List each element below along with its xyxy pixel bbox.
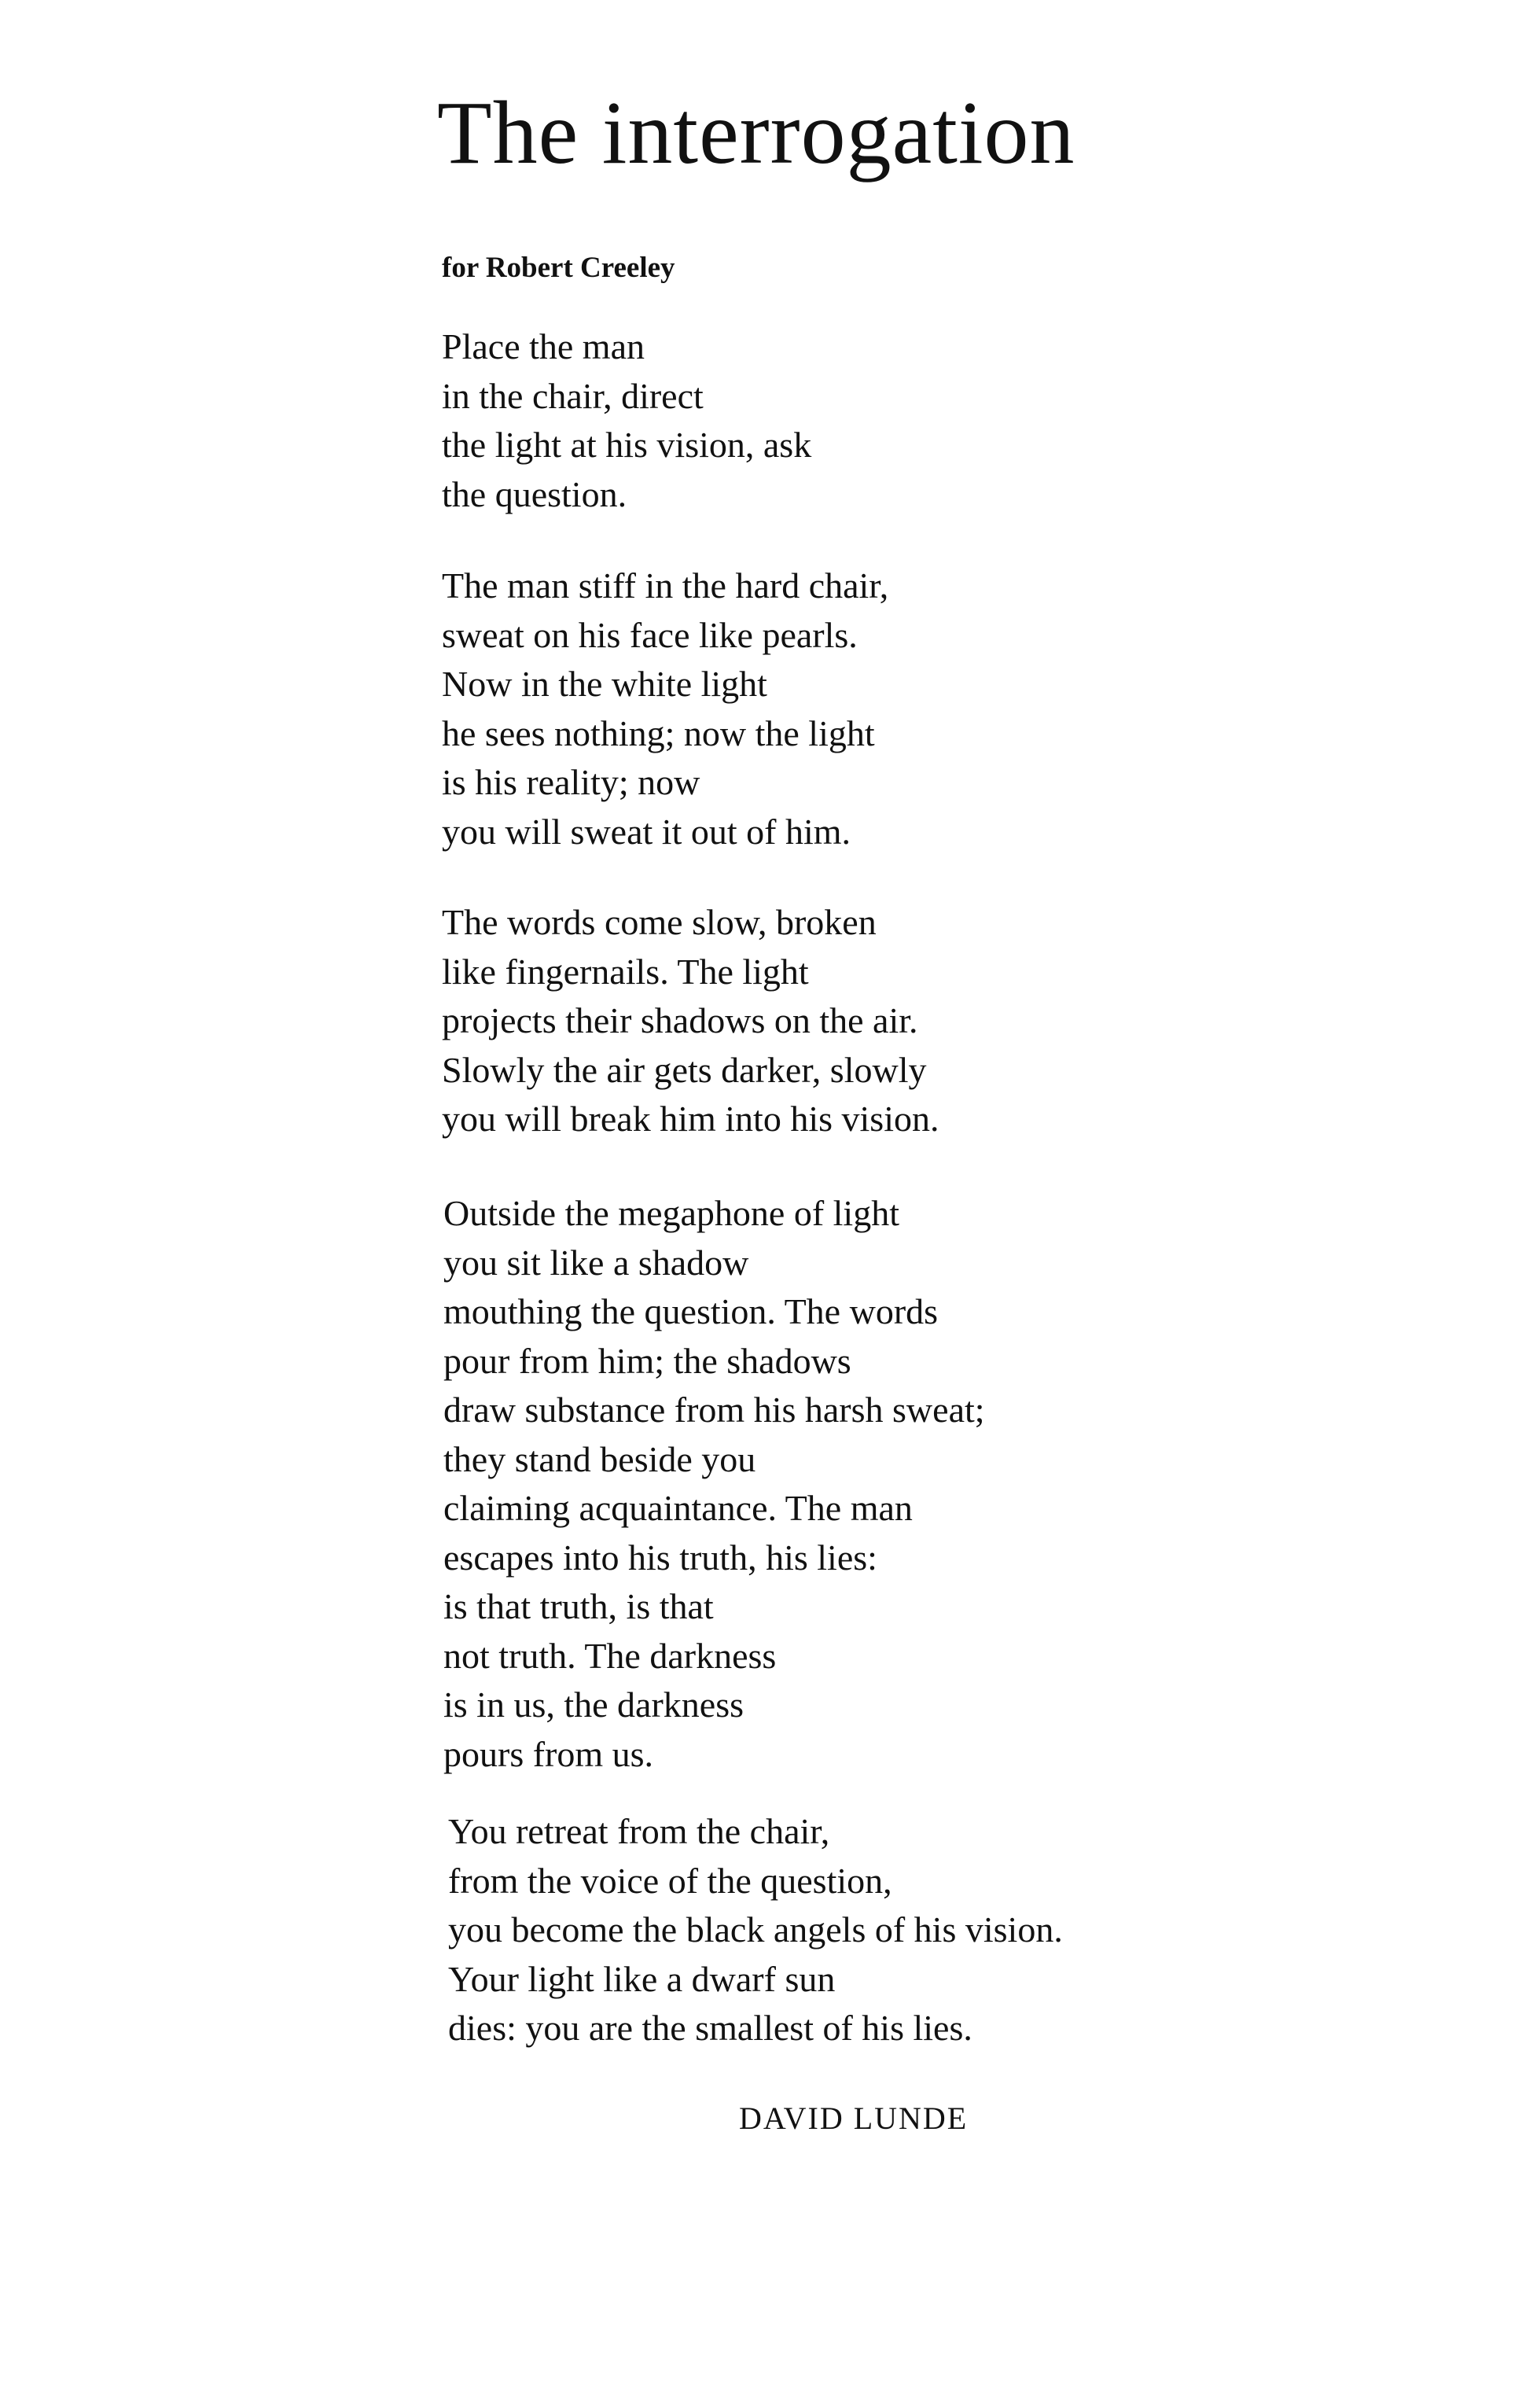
stanza-3 <box>442 898 939 1144</box>
poem-line: not truth. The darkness <box>443 1635 777 1676</box>
poem-line: escapes into his truth, his lies: <box>443 1537 877 1578</box>
poem-author: DAVID LUNDE <box>739 2101 969 2136</box>
poem-line: Now in the white light <box>442 664 767 704</box>
stanza-4 <box>443 1189 985 1779</box>
poem-line: mouthing the question. The words <box>443 1291 939 1331</box>
poem-line: the question. <box>442 473 627 514</box>
poem-line: claiming acquaintance. The man <box>443 1488 913 1528</box>
poem-line: is in us, the darkness <box>443 1684 744 1725</box>
poem-line: Slowly the air gets darker, slowly <box>442 1049 927 1090</box>
poem-title: The interrogation <box>437 83 1075 182</box>
poem-line: Place the man <box>442 326 645 366</box>
poem-line: The words come slow, broken <box>442 902 877 942</box>
poem-line: sweat on his face like pearls. <box>442 614 858 655</box>
poem-line: you will sweat it out of him. <box>442 811 851 852</box>
poem-line: is his reality; now <box>442 762 700 802</box>
stanza-2 <box>442 561 888 856</box>
poem-line: draw substance from his harsh sweat; <box>443 1390 985 1430</box>
poem-line: in the chair, direct <box>442 375 704 416</box>
poem-line: is that truth, is that <box>443 1586 714 1626</box>
poem-line: projects their shadows on the air. <box>442 1000 918 1040</box>
poem-line: You retreat from the chair, <box>448 1811 830 1851</box>
poem-line: Your light like a dwarf sun <box>448 1958 836 1999</box>
poem-line: Outside the megaphone of light <box>443 1193 899 1233</box>
poem-line: from the voice of the question, <box>448 1860 892 1901</box>
poem-line: you will break him into his vision. <box>442 1099 939 1139</box>
poem-line: like fingernails. The light <box>442 951 809 992</box>
poem-line: pour from him; the shadows <box>443 1340 851 1381</box>
stanza-1 <box>442 322 811 519</box>
poem-line: The man stiff in the hard chair, <box>442 565 889 606</box>
poem-line: they stand beside you <box>443 1438 756 1479</box>
poem-line: pours from us. <box>443 1733 654 1774</box>
stanza-5 <box>448 1807 1063 2053</box>
poem-dedication: for Robert Creeley <box>442 252 675 284</box>
poem-line: the light at his vision, ask <box>442 425 812 465</box>
poem-line: you become the black angels of his vision. <box>448 1909 1063 1950</box>
poem-line: dies: you are the smallest of his lies. <box>448 2008 972 2048</box>
poem-line: he sees nothing; now the light <box>442 712 875 753</box>
poem-line: you sit like a shadow <box>443 1242 749 1283</box>
